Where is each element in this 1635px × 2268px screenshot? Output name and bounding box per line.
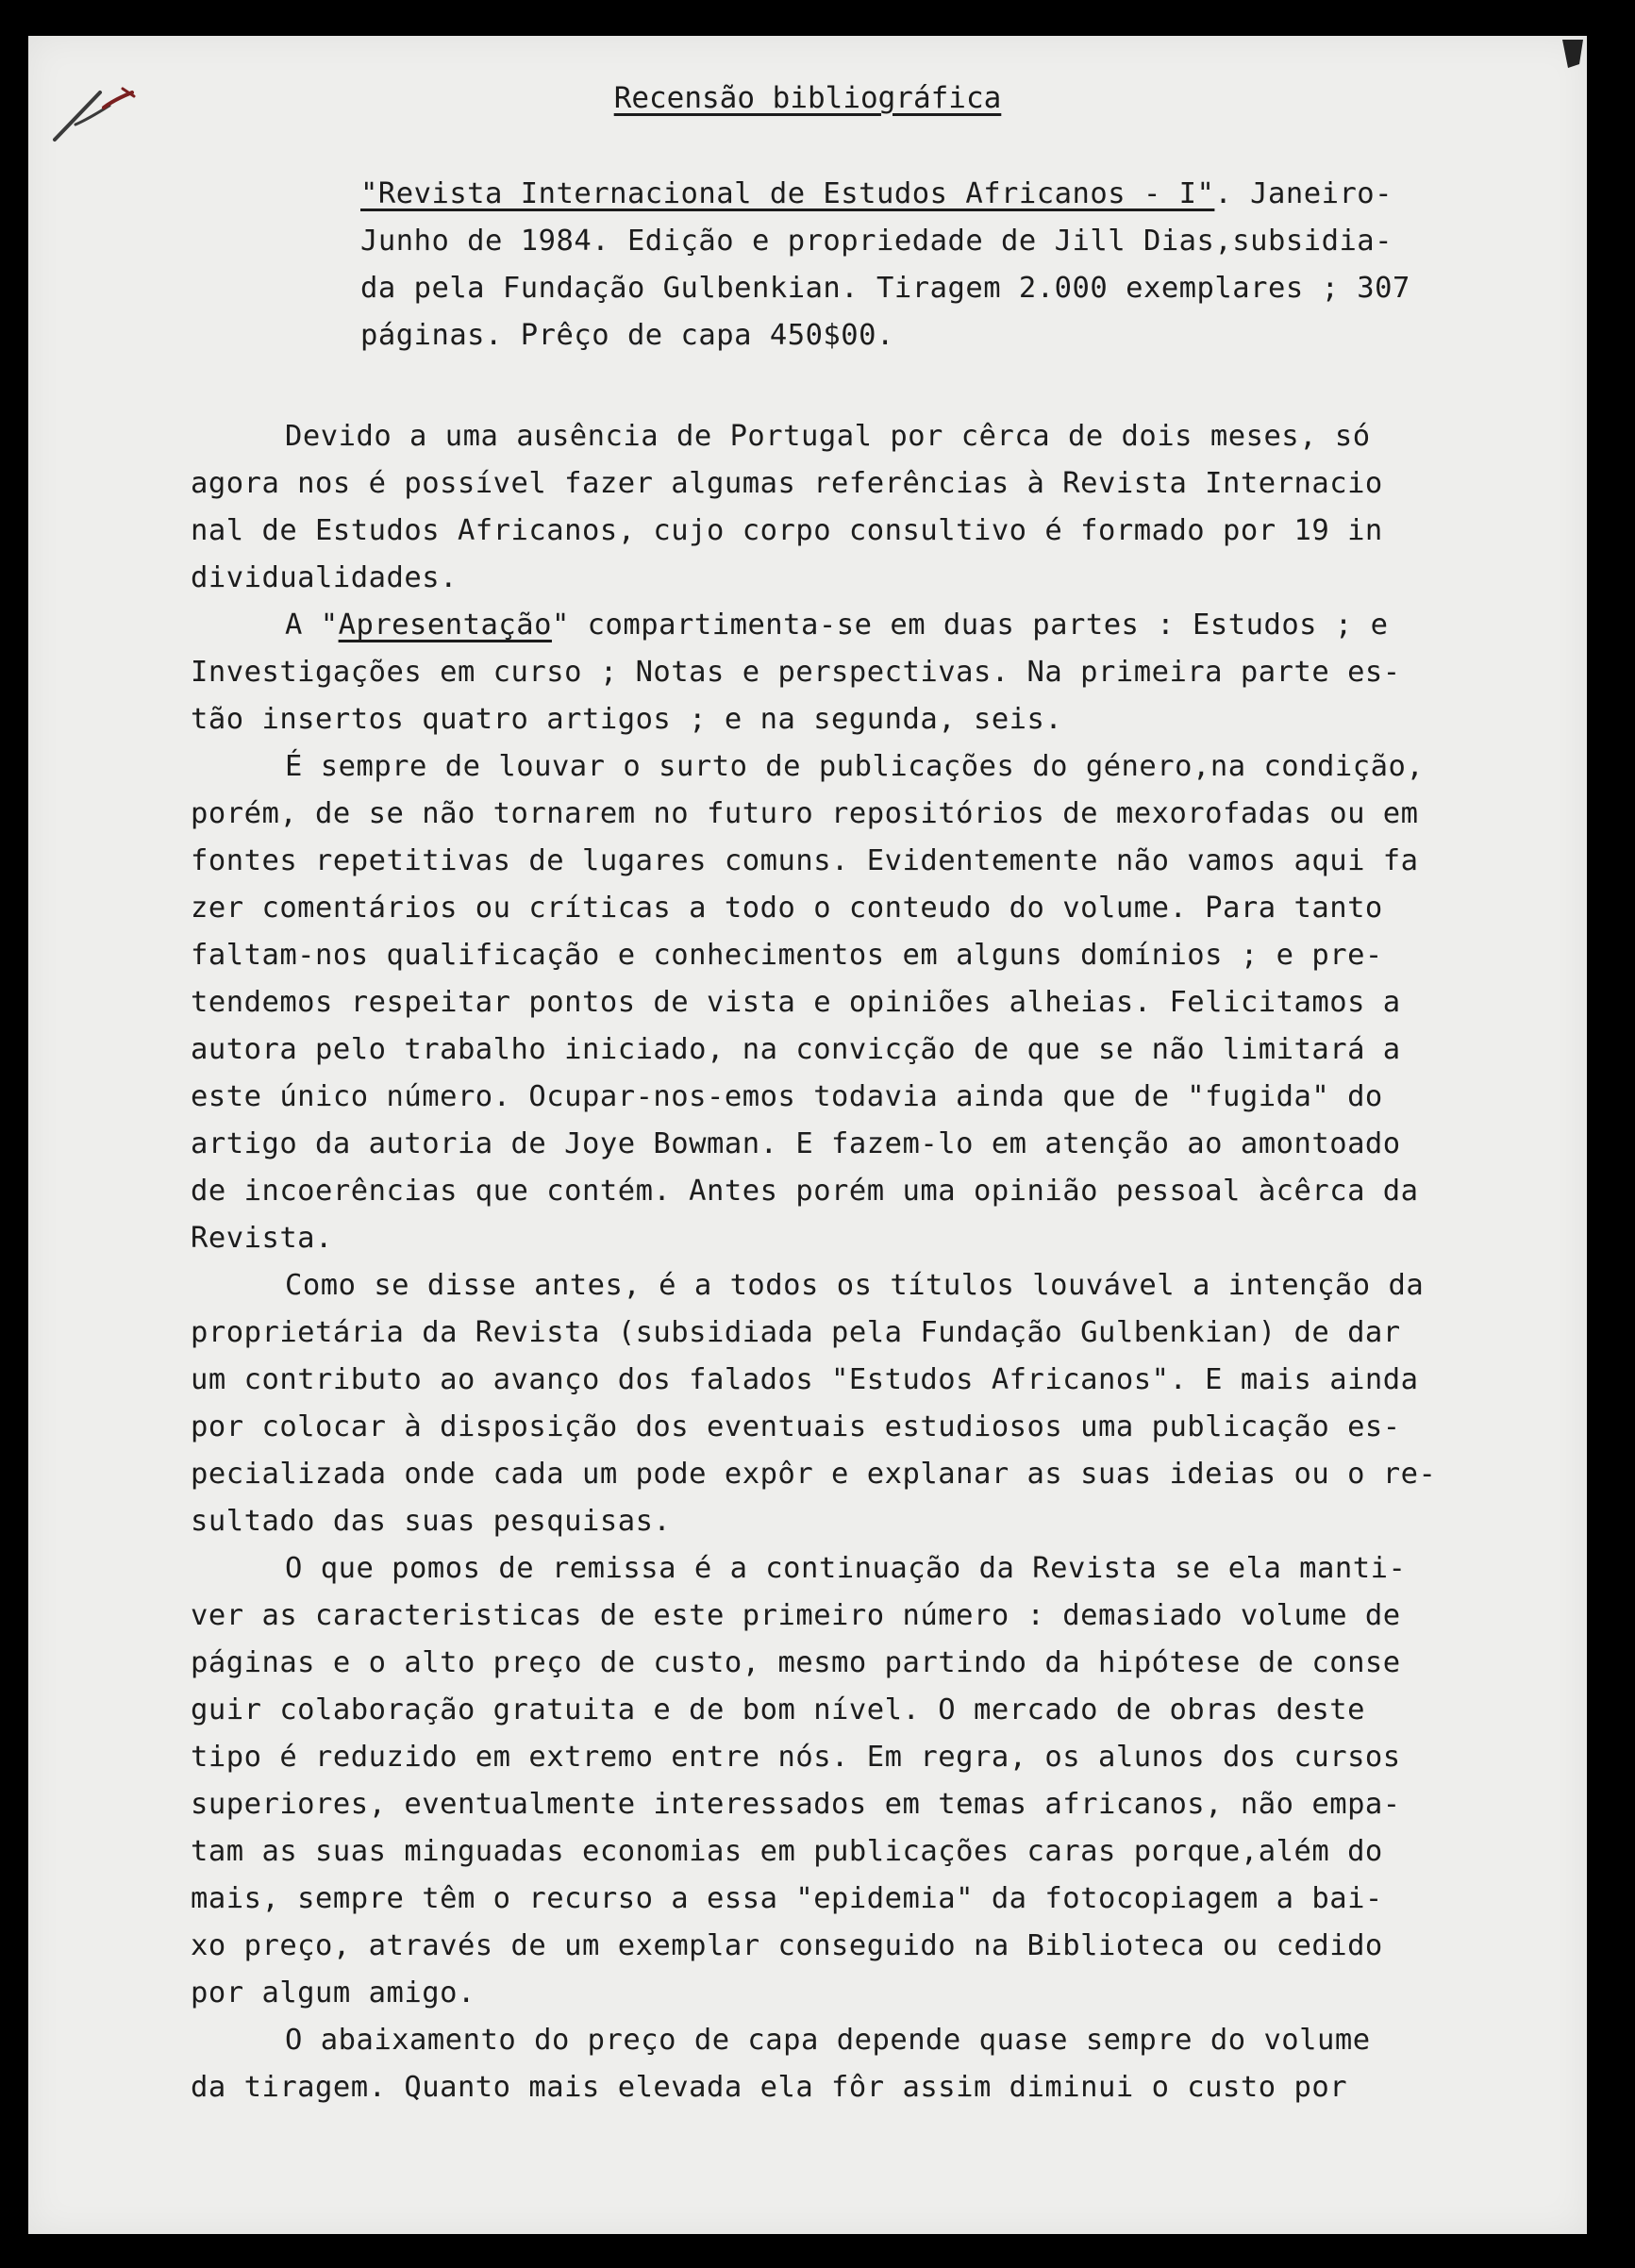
body-line-text: fontes repetitivas de lugares comuns. Evidentemente não vamos aqui fa — [191, 844, 1419, 877]
body-line-text: um contributo ao avanço dos falados "Estudos Africanos". E mais ainda — [191, 1363, 1419, 1396]
body-line-text: tipo é reduzido em extremo entre nós. Em regra, os alunos dos cursos — [191, 1741, 1401, 1774]
body-line — [191, 1215, 1530, 1262]
body-line-text: de incoerências que contém. Antes porém uma opinião pessoal àcêrca da — [191, 1175, 1419, 1208]
body-line-text: tendemos respeitar pontos de vista e opiniões alheias. Felicitamos a — [191, 986, 1401, 1019]
body-line — [191, 791, 1530, 838]
body-line-text: Investigações em curso ; Notas e perspectivas. Na primeira parte es- — [191, 656, 1401, 689]
body-line-text: Devido a uma ausência de Portugal por cêrca de dois meses, só — [285, 420, 1371, 453]
citation-block — [360, 171, 1530, 359]
body-line-text: autora pelo trabalho iniciado, na convicção de que se não limitará a — [191, 1033, 1401, 1066]
body-line — [191, 1687, 1530, 1734]
body-line — [191, 649, 1530, 696]
body-line-text: tam as suas minguadas economias em publicações caras porque,além do — [191, 1835, 1383, 1868]
body-line-text: sultado das suas pesquisas. — [191, 1505, 672, 1538]
body-line-prefix: A " — [285, 609, 339, 642]
body-line — [191, 1404, 1530, 1451]
citation-line-1: . Janeiro- — [1214, 177, 1393, 210]
body-line-text: ver as caracteristicas de este primeiro número : demasiado volume de — [191, 1599, 1401, 1632]
citation-line-3: da pela Fundação Gulbenkian. Tiragem 2.000 exemplares ; 307 — [360, 272, 1410, 305]
citation-title: "Revista Internacional de Estudos Africanos - I" — [360, 177, 1215, 210]
body-line-text: O que pomos de remissa é a continuação da Revista se ela manti- — [285, 1552, 1407, 1585]
body-line — [191, 1593, 1530, 1640]
body-line — [191, 1451, 1530, 1498]
body-line — [191, 508, 1530, 555]
body-line — [191, 2064, 1530, 2111]
body-line-text: tão insertos quatro artigos ; e na segunda, seis. — [191, 703, 1063, 736]
citation-line-2: Junho de 1984. Edição e propriedade de Jill Dias,subsidia- — [360, 225, 1393, 258]
body-line-text: este único número. Ocupar-nos-emos todavia ainda que de "fugida" do — [191, 1080, 1383, 1113]
body-line — [191, 932, 1530, 979]
body-line — [191, 1545, 1530, 1593]
body-line-text: por algum amigo. — [191, 1976, 475, 2010]
body-line — [191, 1876, 1530, 1923]
body-line — [191, 1828, 1530, 1876]
body-line — [191, 743, 1530, 791]
body-line — [191, 1262, 1530, 1309]
body-line-text: por colocar à disposição dos eventuais estudiosos uma publicação es- — [191, 1410, 1401, 1443]
body-line — [191, 696, 1530, 743]
page-heading: Recensão bibliográfica — [613, 81, 1002, 115]
body-line-text: pecializada onde cada um pode expôr e explanar as suas ideias ou o re- — [191, 1458, 1437, 1491]
body-line-text: páginas e o alto preço de custo, mesmo partindo da hipótese de conse — [191, 1646, 1401, 1679]
body-line — [191, 885, 1530, 932]
body-line — [191, 555, 1530, 602]
body-line-text: agora nos é possível fazer algumas referências à Revista Internacio — [191, 467, 1383, 500]
body-line — [191, 1923, 1530, 1970]
body-line-text: faltam-nos qualificação e conhecimentos em alguns domínios ; e pre- — [191, 939, 1383, 972]
body-line-text: artigo da autoria de Joye Bowman. E fazem-lo em atenção ao amontoado — [191, 1127, 1401, 1160]
body-line-text: zer comentários ou críticas a todo o conteudo do volume. Para tanto — [191, 892, 1383, 925]
body-line-text: nal de Estudos Africanos, cujo corpo consultivo é formado por 19 in — [191, 514, 1383, 547]
body-line-text: Revista. — [191, 1222, 333, 1255]
body-line-text: O abaixamento do preço de capa depende quase sempre do volume — [285, 2024, 1371, 2057]
body-line — [191, 460, 1530, 508]
body-line — [191, 2017, 1530, 2064]
body-line — [191, 1121, 1530, 1168]
body-line — [191, 1640, 1530, 1687]
body-line-text: " compartimenta-se em duas partes : Estudos ; e — [551, 609, 1389, 642]
body-line-text: guir colaboração gratuita e de bom nível. O mercado de obras deste — [191, 1693, 1365, 1726]
body-line — [191, 979, 1530, 1026]
body-line — [191, 1357, 1530, 1404]
citation-line-4: páginas. Prêço de capa 450$00. — [360, 319, 894, 352]
body-line-underlined: Apresentação — [338, 609, 552, 642]
body-line-text: superiores, eventualmente interessados em temas africanos, não empa- — [191, 1788, 1401, 1821]
body-line — [191, 838, 1530, 885]
body-line — [191, 602, 1530, 649]
corner-staple-mark — [1559, 36, 1587, 74]
document-page — [28, 36, 1587, 2234]
body-line — [191, 1498, 1530, 1545]
body-line — [191, 1781, 1530, 1828]
body-line — [191, 413, 1530, 460]
body-line-text: Como se disse antes, é a todos os títulos louvável a intenção da — [285, 1269, 1425, 1302]
body-line — [191, 1734, 1530, 1781]
body-line-text: mais, sempre têm o recurso a essa "epidemia" da fotocopiagem a bai- — [191, 1882, 1383, 1915]
body-line — [191, 1970, 1530, 2017]
body-line — [191, 1074, 1530, 1121]
body-line — [191, 1168, 1530, 1215]
body-line-text: É sempre de louvar o surto de publicações do género,na condição, — [285, 750, 1425, 783]
body-line-text: porém, de se não tornarem no futuro repositórios de mexorofadas ou em — [191, 797, 1419, 830]
body-line-text: proprietária da Revista (subsidiada pela Fundação Gulbenkian) de dar — [191, 1316, 1401, 1349]
body-line — [191, 1026, 1530, 1074]
body-line-text: xo preço, através de um exemplar conseguido na Biblioteca ou cedido — [191, 1929, 1383, 1962]
body-line — [191, 1309, 1530, 1357]
body-line-text: dividualidades. — [191, 561, 458, 594]
body-line-text: da tiragem. Quanto mais elevada ela fôr assim diminui o custo por — [191, 2071, 1348, 2104]
body-text — [191, 413, 1530, 2111]
